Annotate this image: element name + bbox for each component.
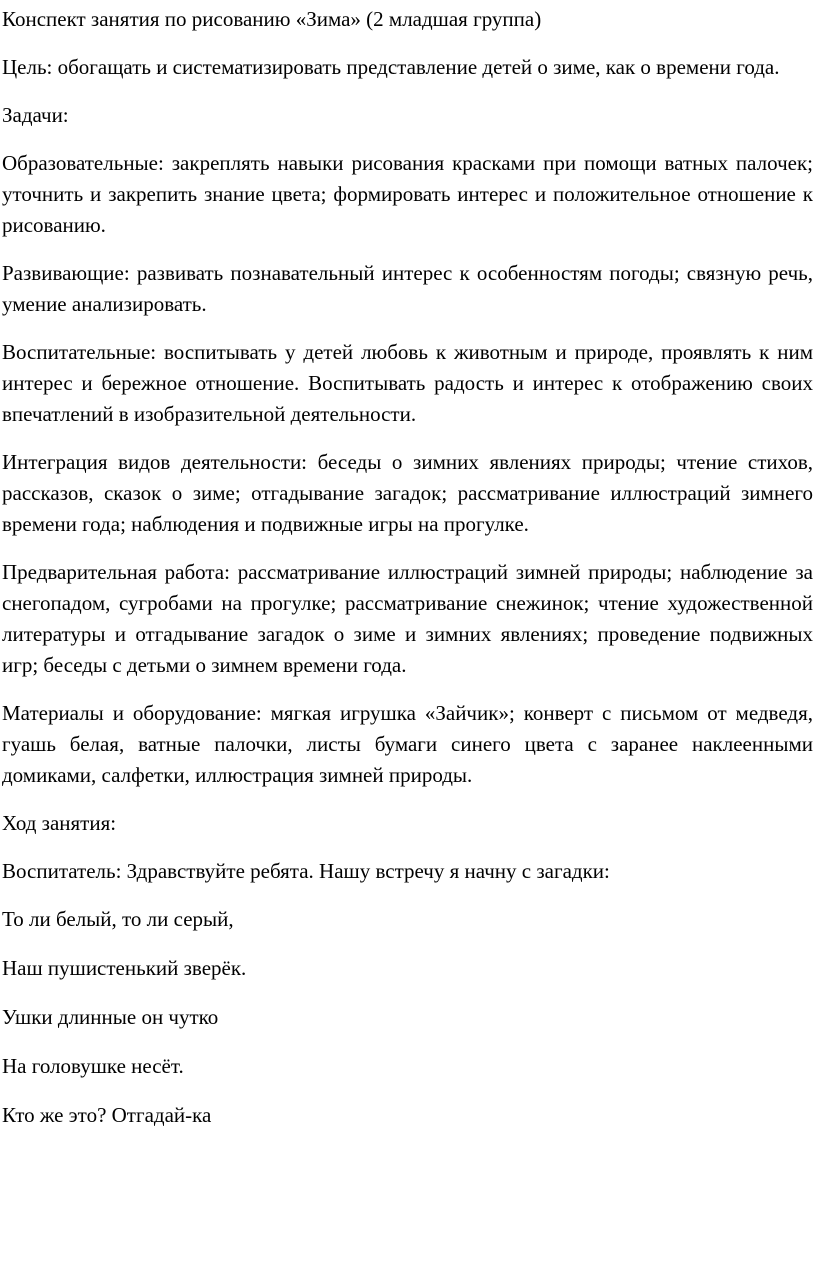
goal-paragraph: Цель: обогащать и систематизировать представление детей о зиме, как о времени года. xyxy=(2,55,780,79)
riddle-line: Наш пушистенький зверёк. xyxy=(2,956,247,980)
riddle-line: На головушке несёт. xyxy=(2,1054,184,1078)
riddle-line: Кто же это? Отгадай-ка xyxy=(2,1103,212,1127)
upbringing-tasks-paragraph: Воспитательные: воспитывать у детей любовь к животным и природе, проявлять к ним интерес и бережное отношение. Воспитывать радость и интерес к отображению своих впечатлений в изобразительной деятельности. xyxy=(2,340,813,426)
teacher-line: Воспитатель: Здравствуйте ребята. Нашу встречу я начну с загадки: xyxy=(2,859,610,883)
materials-paragraph: Материалы и оборудование: мягкая игрушка «Зайчик»; конверт с письмом от медведя, гуашь белая, ватные палочки, листы бумаги синего цвета с заранее наклеенными домиками, салфетки, иллюстрация зимней природы. xyxy=(2,701,813,787)
tasks-heading: Задачи: xyxy=(2,103,69,127)
preliminary-work-paragraph: Предварительная работа: рассматривание иллюстраций зимней природы; наблюдение за снегопадом, сугробами на прогулке; рассматривание снежинок; чтение художественной литературы и отгадывание загадок о зиме и зимних явлениях; проведение подвижных игр; беседы с детьми о зимнем времени года. xyxy=(2,560,813,677)
educational-tasks-paragraph: Образовательные: закреплять навыки рисования красками при помощи ватных палочек; уточнить и закрепить знание цвета; формировать интерес и положительное отношение к рисованию. xyxy=(2,151,813,237)
riddle-line: То ли белый, то ли серый, xyxy=(2,907,234,931)
integration-paragraph: Интеграция видов деятельности: беседы о зимних явлениях природы; чтение стихов, рассказов, сказок о зиме; отгадывание загадок; рассматривание иллюстраций зимнего времени года; наблюдения и подвижные игры на прогулке. xyxy=(2,450,813,536)
riddle-line: Ушки длинные он чутко xyxy=(2,1005,219,1029)
document-title: Конспект занятия по рисованию «Зима» (2 младшая группа) xyxy=(2,7,542,31)
developing-tasks-paragraph: Развивающие: развивать познавательный интерес к особенностям погоды; связную речь, умение анализировать. xyxy=(2,261,813,316)
lesson-heading: Ход занятия: xyxy=(2,811,117,835)
